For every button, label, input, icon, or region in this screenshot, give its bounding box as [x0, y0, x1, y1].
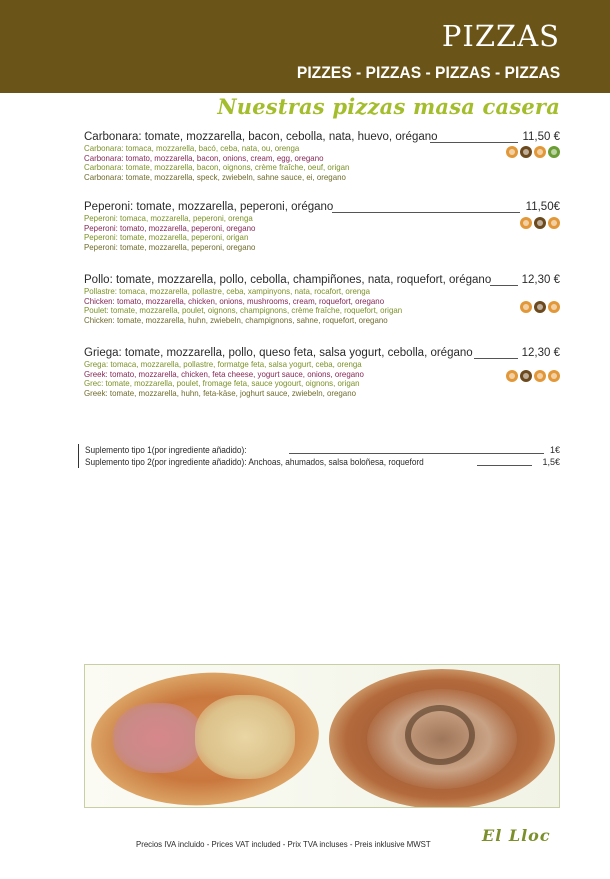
header-band	[0, 0, 610, 93]
translation-french: Poulet: tomate, mozzarella, poulet, oignons, champignons, crème fraîche, roquefort, origan	[84, 305, 403, 316]
menu-item-line	[84, 130, 560, 144]
gluten-icon	[520, 217, 532, 229]
dotted-leader	[474, 358, 518, 359]
menu-item-price: 11,50€	[525, 201, 560, 213]
menu-item-carbonara	[84, 130, 560, 182]
supplement-label: Suplemento tipo 1(por ingrediente añadido):	[85, 445, 247, 455]
menu-item-line	[84, 346, 560, 360]
allergen-icons	[520, 301, 560, 313]
menu-item-peperoni	[84, 200, 560, 252]
page-title: PIZZAS	[441, 19, 560, 53]
lactose-icon	[548, 301, 560, 313]
translation-english: Greek: tomato, mozzarella, chicken, feta cheese, yogurt sauce, onions, oregano	[84, 368, 364, 379]
dotted-leader	[490, 285, 518, 286]
supplement-row	[85, 444, 560, 456]
pizza-topping	[113, 703, 203, 773]
egg-icon	[520, 146, 532, 158]
pizza-topping	[405, 705, 475, 765]
menu-item-price: 11,50 €	[522, 131, 560, 143]
menu-item-line	[84, 200, 560, 214]
milk-icon	[534, 217, 546, 229]
lactose-icon	[534, 370, 546, 382]
allergen-icons	[506, 370, 560, 382]
supplements-list	[78, 444, 560, 468]
milk-icon	[534, 301, 546, 313]
translation-french: Grec: tomate, mozzarella, poulet, fromage feta, sauce yogourt, oignons, origan	[84, 378, 360, 389]
menu-item-pollo	[84, 273, 560, 325]
gluten-icon	[506, 370, 518, 382]
menu-item-name: Pollo: tomate, mozzarella, pollo, cebolla, champiñones, nata, roquefort, orégano	[84, 274, 492, 286]
menu-item-name: Griega: tomate, mozzarella, pollo, queso feta, salsa yogurt, cebolla, orégano	[84, 347, 473, 359]
translation-catalan: Pollastre: tomaca, mozzarella, pollastre, ceba, xampinyons, nata, rocafort, orenga	[84, 286, 371, 296]
translation-english: Chicken: tomato, mozzarella, chicken, onions, mushrooms, cream, roquefort, oregano	[84, 295, 385, 306]
supplement-price: 1€	[549, 445, 560, 455]
translation-german: Carbonara: tomate, mozzarella, speck, zwiebeln, sahne sauce, ei, oregano	[84, 171, 346, 182]
lactose-icon	[548, 217, 560, 229]
menu-item-name: Peperoni: tomate, mozzarella, peperoni, orégano	[84, 201, 334, 213]
translation-catalan: Grega: tomaca, mozzarella, pollastre, formatge feta, salsa yogurt, ceba, orenga	[84, 359, 362, 369]
dotted-leader	[332, 212, 520, 213]
translation-german: Chicken: tomate, mozzarella, huhn, zwiebeln, champignons, sahne, roquefort, oregano	[84, 314, 388, 325]
dotted-leader	[430, 142, 518, 143]
translation-french: Carbonara: tomate, mozzarella, bacon, oignons, crème fraîche, oeuf, origan	[84, 162, 350, 173]
supplement-row	[85, 456, 560, 468]
translation-german: Greek: tomate, mozzarella, huhn, feta-käse, joghurt sauce, zwiebeln, oregano	[84, 387, 356, 398]
dotted-leader	[289, 453, 544, 454]
translation-catalan: Carbonara: tomaca, mozzarella, bacó, ceba, nata, ou, orenga	[84, 143, 300, 153]
menu-item-name: Carbonara: tomate, mozzarella, bacon, cebolla, nata, huevo, orégano	[84, 131, 438, 143]
gluten-icon	[520, 301, 532, 313]
gluten-icon	[506, 146, 518, 158]
supplement-label: Suplemento tipo 2(por ingrediente añadido): Anchoas, ahumados, salsa boloñesa, roqueford	[85, 457, 424, 467]
supplement-price: 1,5€	[542, 457, 560, 467]
footer-note: Precios IVA incluido - Prices VAT included - Prix TVA incluses - Preis inklusive MWST	[136, 839, 431, 849]
menu-item-price: 12,30 €	[521, 347, 560, 359]
section-title: Nuestras pizzas masa casera	[217, 94, 560, 119]
milk-icon	[520, 370, 532, 382]
allergen-icons	[506, 146, 560, 158]
menu-item-griega	[84, 346, 560, 398]
translation-french: Peperoni: tomate, mozzarella, peperoni, origan	[84, 232, 249, 243]
menu-item-line	[84, 273, 560, 287]
brand-logo: El Lloc	[482, 826, 551, 845]
translation-catalan: Peperoni: tomaca, mozzarella, peperoni, orenga	[84, 213, 253, 223]
menu-item-price: 12,30 €	[521, 274, 560, 286]
translation-english: Carbonara: tomato, mozzarella, bacon, onions, cream, egg, oregano	[84, 152, 324, 163]
allergen-icons	[520, 217, 560, 229]
pizza-topping	[195, 695, 295, 779]
dotted-leader	[477, 465, 532, 466]
milk-icon	[534, 146, 546, 158]
celery-icon	[548, 370, 560, 382]
translation-english: Peperoni: tomato, mozzarella, peperoni, oregano	[84, 222, 256, 233]
translation-german: Peperoni: tomate, mozzarella, peperoni, oregano	[84, 241, 256, 252]
page-subtitle: PIZZES - PIZZAS - PIZZAS - PIZZAS	[296, 63, 560, 82]
lactose-icon	[548, 146, 560, 158]
pizza-photo	[84, 664, 560, 808]
